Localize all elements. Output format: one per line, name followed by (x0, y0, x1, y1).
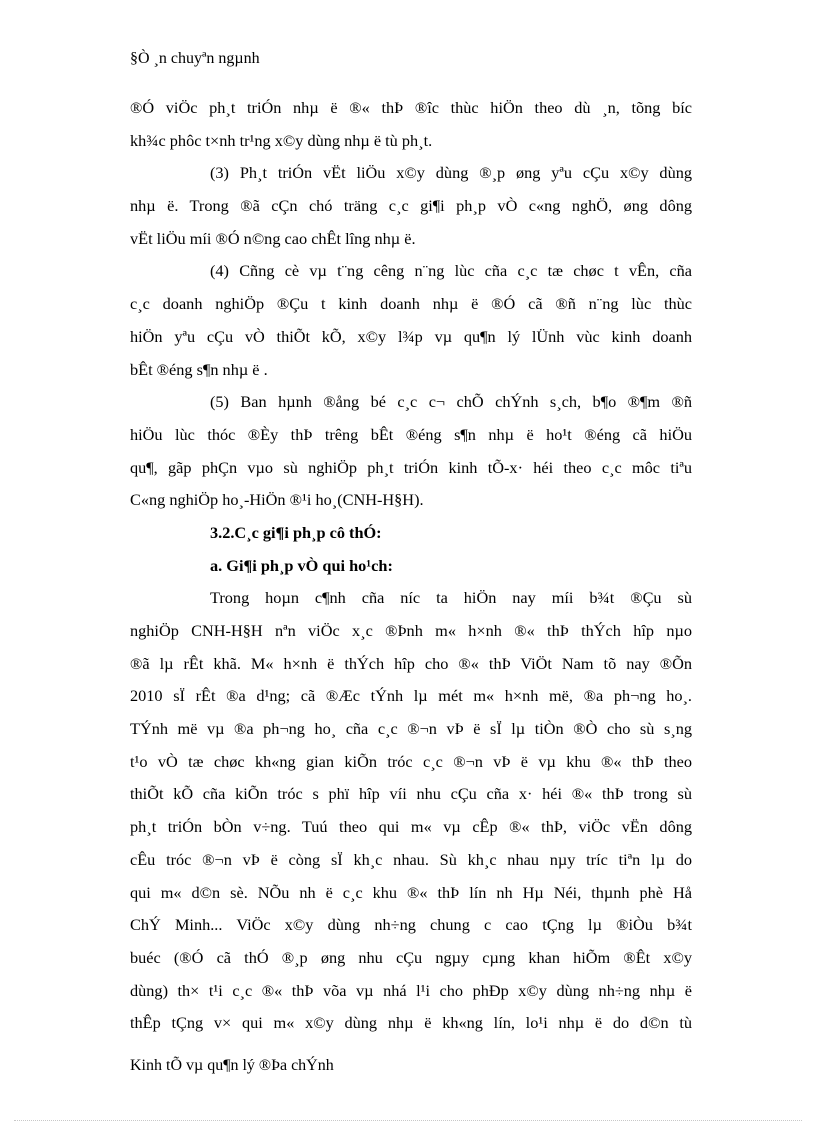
paragraph-line: qu¶, gãp phÇn vµo sù nghiÖp ph¸t triÓn kinh tÕ-x· héi theo c¸c môc tiªu (130, 457, 692, 477)
paragraph-line: thiÕt kÕ cña kiÕn tróc s phï hîp víi nhu cÇu cña x· héi ®« thÞ trong sù (130, 784, 692, 804)
paragraph-line: 2010 sÏ rÊt ®a d¹ng; cã ®Æc tÝnh lµ mét m« h×nh më, ®a ph¬ng ho¸. (130, 686, 692, 706)
paragraph-line: c¸c doanh nghiÖp ®Çu t kinh doanh nhµ ë ®Ó cã ®ñ n¨ng lùc thùc (130, 294, 692, 314)
paragraph-line: buéc (®Ó cã thÓ ®¸p øng nhu cÇu ngµy cµng khan hiÕm ®Êt x©y (130, 947, 692, 967)
paragraph-line: kh¾c phôc t×nh tr¹ng x©y dùng nhµ ë tù ph¸t. (130, 130, 433, 150)
paragraph-line: dùng) th× t¹i c¸c ®« thÞ võa vµ nhá l¹i cho phÐp x©y dùng nh÷ng nhµ ë (130, 980, 692, 1000)
paragraph-line: vËt liÖu míi ®Ó n©ng cao chÊt lîng nhµ ë. (130, 228, 416, 248)
paragraph-line: ph¸t triÓn bÒn v÷ng. Tuú theo qui m« vµ cÊp ®« thÞ, viÖc vËn dông (130, 817, 692, 837)
page-header: §Ò ¸n chuyªn ngµnh (130, 50, 260, 67)
paragraph-line: (3) Ph¸t triÓn vËt liÖu x©y dùng ®¸p øng yªu cÇu x©y dùng (210, 163, 692, 183)
paragraph-line: qui m« d©n sè. NÕu nh ë c¸c khu ®« thÞ lín nh Hµ Néi, thµnh phè Hå (130, 882, 692, 902)
paragraph-line: hiÖn yªu cÇu vÒ thiÕt kÕ, x©y l¾p vµ qu¶n lý lÜnh vùc kinh doanh (130, 326, 692, 346)
paragraph-line: cÊu tróc ®¬n vÞ ë còng sÏ kh¸c nhau. Sù kh¸c nhau nµy tríc tiªn lµ do (130, 849, 692, 869)
section-heading: 3.2.C¸c gi¶i ph¸p cô thÓ: (210, 522, 382, 542)
paragraph-line: TÝnh më vµ ®a ph¬ng ho¸ cña c¸c ®¬n vÞ ë sÏ lµ tiÒn ®Ò cho sù s¸ng (130, 719, 692, 739)
body-text (130, 95, 692, 1043)
paragraph-line: nhµ ë. Trong ®ã cÇn chó träng c¸c gi¶i ph¸p vÒ c«ng nghÖ, øng dông (130, 196, 692, 216)
page-footer: Kinh tÕ vµ qu¶n lý ®Þa chÝnh (130, 1057, 334, 1074)
paragraph-line: Trong hoµn c¶nh cña níc ta hiÖn nay míi b¾t ®Çu sù (210, 588, 692, 608)
paragraph-line: ®Ó viÖc ph¸t triÓn nhµ ë ®« thÞ ®îc thùc hiÖn theo dù ¸n, tõng bíc (130, 98, 692, 117)
paragraph-line: ®ã lµ rÊt khã. M« h×nh ë thÝch hîp cho ®« thÞ ViÖt Nam tõ nay ®Õn (130, 653, 692, 673)
paragraph-line: nghiÖp CNH-H§H nªn viÖc x¸c ®Þnh m« h×nh ®« thÞ thÝch hîp nµo (130, 621, 692, 640)
paragraph-line: (5) Ban hµnh ®ång bé c¸c c¬ chÕ chÝnh s¸ch, b¶o ®¶m ®ñ (210, 392, 692, 412)
page-bottom-border (14, 1120, 802, 1121)
paragraph-line: t¹o vÒ tæ chøc kh«ng gian kiÕn tróc c¸c ®¬n vÞ ë vµ khu ®« thÞ theo (130, 751, 692, 771)
paragraph-line: thÊp tÇng v× qui m« x©y dùng nhµ ë kh«ng lín, lo¹i nhµ ë do d©n tù (130, 1013, 692, 1033)
paragraph-line: C«ng nghiÖp ho¸-HiÖn ®¹i ho¸(CNH-H§H). (130, 490, 424, 510)
paragraph-line: bÊt ®éng s¶n nhµ ë . (130, 359, 268, 379)
paragraph-line: ChÝ Minh... ViÖc x©y dùng nh÷ng chung c cao tÇng lµ ®iÒu b¾t (130, 915, 692, 935)
paragraph-line: (4) Cñng cè vµ t¨ng cêng n¨ng lùc cña c¸c tæ chøc t vÊn, cña (210, 261, 692, 281)
subsection-heading: a. Gi¶i ph¸p vÒ qui ho¹ch: (210, 555, 393, 575)
paragraph-line: hiÖu lùc thóc ®Èy thÞ trêng bÊt ®éng s¶n nhµ ë ho¹t ®éng cã hiÖu (130, 424, 692, 444)
